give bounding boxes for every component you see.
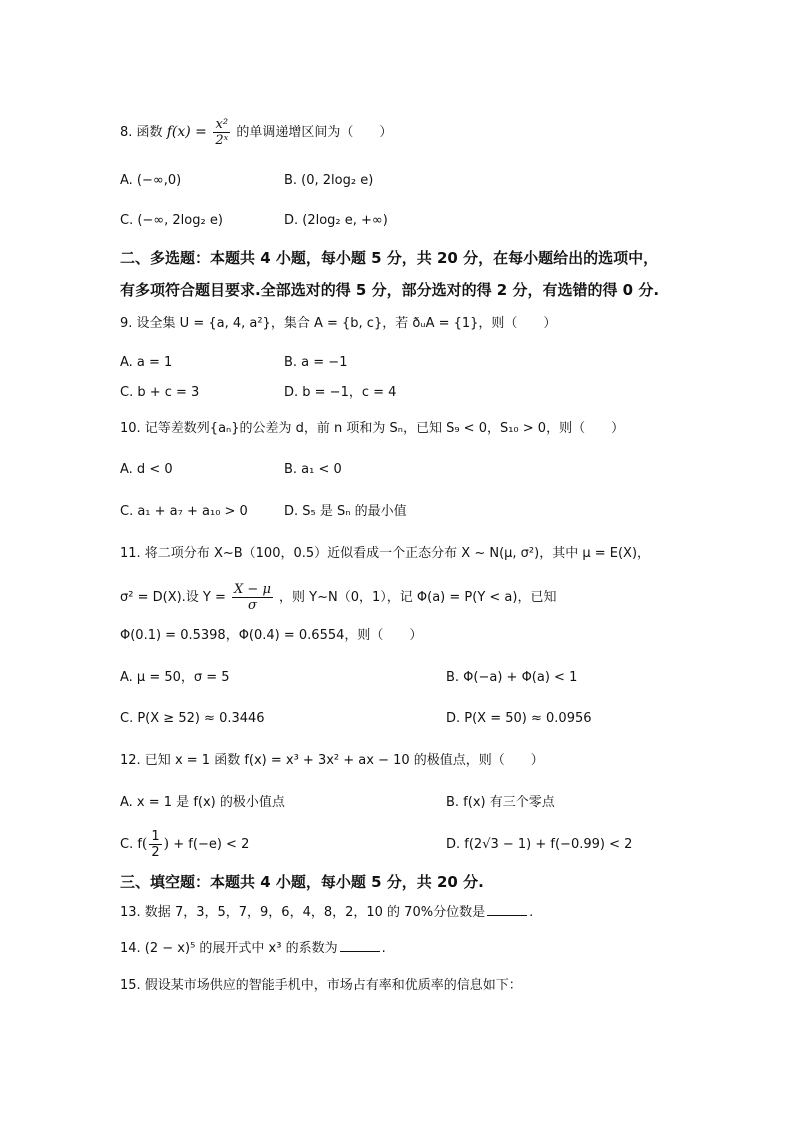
q9-option-c: C. b + c = 3 <box>120 385 200 400</box>
q11-option-a: A. μ = 50，σ = 5 <box>120 670 230 685</box>
q11-option-c: C. P(X ≥ 52) ≈ 0.3446 <box>120 711 265 726</box>
q9-option-b: B. a = −1 <box>284 355 348 370</box>
q8-fraction-numerator: x² <box>213 117 230 133</box>
q10-option-c: C. a₁ + a₇ + a₁₀ > 0 <box>120 504 248 519</box>
q12-option-c-prefix: C. f <box>120 837 142 852</box>
q11-line2-suffix: ，则 Y~N（0，1），记 Φ(a) = P(Y < a)，已知 <box>279 590 557 605</box>
q13-stem-text: 13. 数据 7，3，5，7，9，6，4，8，2，10 的 70%分位数是 <box>120 905 486 920</box>
q11-stem-line3: Φ(0.1) = 0.5398，Φ(0.4) = 0.6554，则（ ） <box>120 628 423 643</box>
q10-option-b: B. a₁ < 0 <box>284 462 342 477</box>
q10-stem: 10. 记等差数列{aₙ}的公差为 d，前 n 项和为 Sₙ，已知 S₉ < 0，S₁₀ > 0，则（ ） <box>120 421 625 436</box>
q11-option-b: B. Φ(−a) + Φ(a) < 1 <box>446 670 578 685</box>
q8-option-c: C. (−∞, 2log₂ e) <box>120 213 223 228</box>
q8-option-d: D. (2log₂ e, +∞) <box>284 213 388 228</box>
q9-option-d: D. b = −1，c = 4 <box>284 385 397 400</box>
q13-stem-end: . <box>529 905 534 920</box>
q8-fraction-denominator: 2ˣ <box>215 133 229 148</box>
section3-header: 三、填空题：本题共 4 小题，每小题 5 分，共 20 分. <box>120 873 484 891</box>
q14-answer-blank[interactable] <box>340 939 380 952</box>
q8-function-expr: f(x) = <box>166 124 212 140</box>
q13-stem <box>120 903 533 923</box>
q12-option-c-denominator: 2 <box>151 845 160 860</box>
q12-option-c-numerator: 1 <box>151 829 160 844</box>
q11-stem-line2 <box>120 582 556 613</box>
q8-stem <box>120 117 392 148</box>
q12-option-c-fraction <box>149 829 161 860</box>
q11-stem-line1: 11. 将二项分布 X~B（100，0.5）近似看成一个正态分布 X ~ N(μ, σ²)，其中 μ = E(X)， <box>120 546 651 561</box>
q14-stem-end: . <box>381 941 386 956</box>
section2-header-line2: 有多项符合题目要求.全部选对的得 5 分，部分选对的得 2 分，有选错的得 0 分. <box>120 281 660 299</box>
q12-option-d: D. f(2√3 − 1) + f(−0.99) < 2 <box>446 837 633 852</box>
q13-answer-blank[interactable] <box>487 903 527 916</box>
q12-close-paren: ) <box>163 836 170 852</box>
q12-option-c-suffix: + f(−e) < 2 <box>173 837 250 852</box>
q10-option-a: A. d < 0 <box>120 462 173 477</box>
q12-stem: 12. 已知 x = 1 函数 f(x) = x³ + 3x² + ax − 10 的极值点，则（ ） <box>120 753 544 768</box>
q14-stem-text: 14. (2 − x)⁵ 的展开式中 x³ 的系数为 <box>120 941 338 956</box>
q11-fraction-denominator: σ <box>248 598 257 613</box>
q12-option-b: B. f(x) 有三个零点 <box>446 795 555 810</box>
q9-stem: 9. 设全集 U = {a, 4, a²}，集合 A = {b, c}，若 ðᵤA = {1}，则（ ） <box>120 316 557 331</box>
q12-option-c <box>120 829 249 860</box>
q8-option-b: B. (0, 2log₂ e) <box>284 173 374 188</box>
q11-fraction <box>232 582 273 613</box>
q12-open-paren: ( <box>141 836 148 852</box>
q14-stem <box>120 939 386 959</box>
q8-stem-suffix: 的单调递增区间为（ ） <box>236 125 393 140</box>
q12-option-a: A. x = 1 是 f(x) 的极小值点 <box>120 795 285 810</box>
q15-stem: 15. 假设某市场供应的智能手机中，市场占有率和优质率的信息如下： <box>120 978 522 993</box>
q11-option-d: D. P(X = 50) ≈ 0.0956 <box>446 711 592 726</box>
q8-number: 8. 函数 <box>120 125 163 140</box>
q8-fraction <box>213 117 230 148</box>
section2-header-line1: 二、多选题：本题共 4 小题，每小题 5 分，共 20 分，在每小题给出的选项中， <box>120 249 659 267</box>
q11-line2-prefix: σ² = D(X).设 Y = <box>120 590 231 605</box>
q10-option-d: D. S₅ 是 Sₙ 的最小值 <box>284 504 407 519</box>
q9-option-a: A. a = 1 <box>120 355 173 370</box>
q8-option-a: A. (−∞,0) <box>120 173 182 188</box>
q11-fraction-numerator: X − μ <box>234 582 271 597</box>
